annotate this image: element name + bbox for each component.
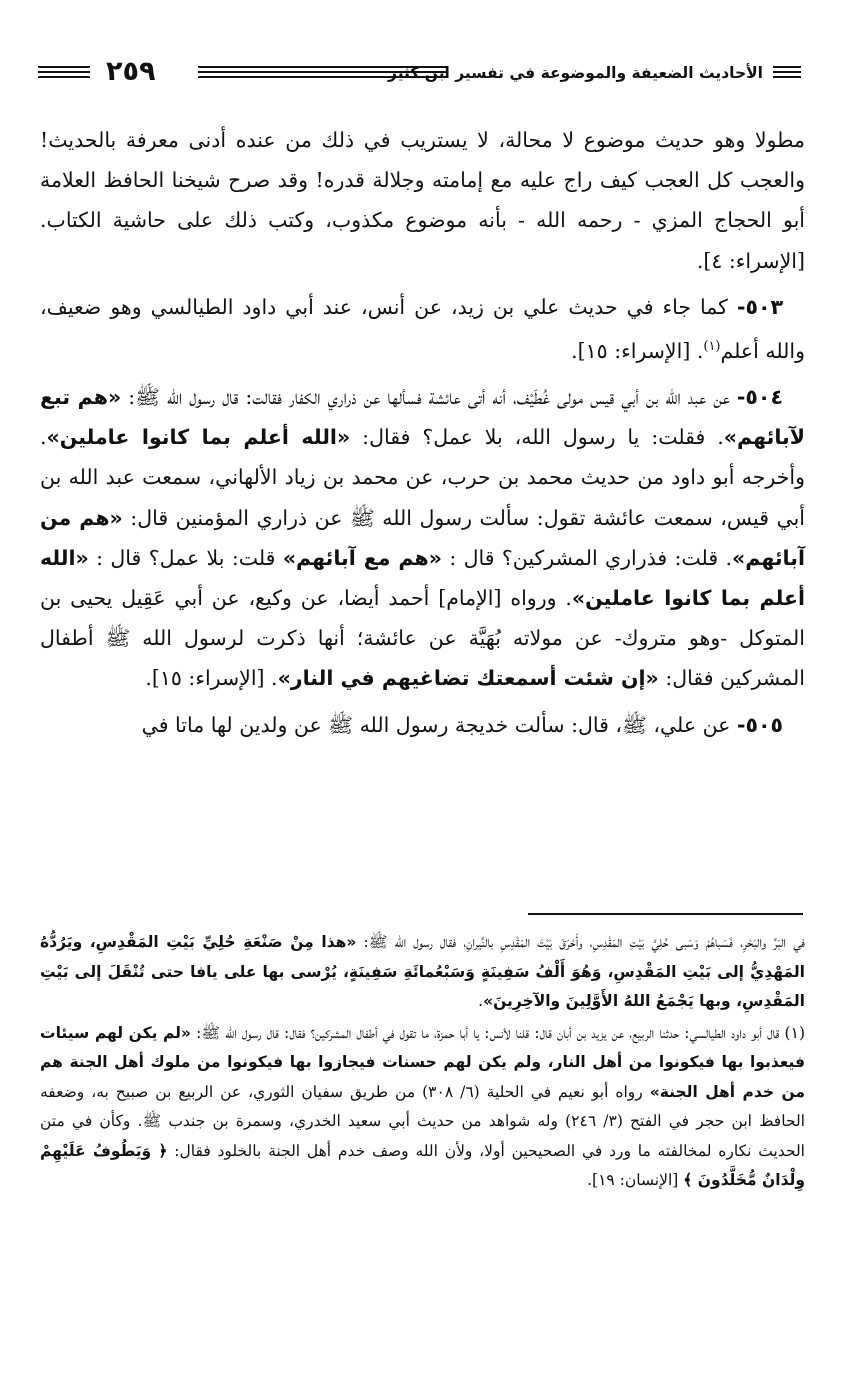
hadith-quote: «هم مع آبائهم» [282, 545, 442, 570]
quran-verse: ﴿ وَيَطُوفُ عَلَيْهِمْ وِلْدَانٌ مُّخَلَّدُونَ ﴾ [40, 1141, 805, 1189]
footnotes [40, 928, 805, 1198]
paragraph-text: . وأخرجه أبو داود من حديث محمد بن حرب، عن محمد بن زياد الألهاني، سمعت عبد الله بن أبي قيس، سمعت عائشة تقول: سألت رسول الله ﷺ عن ذراري المؤمنين قال: [40, 425, 805, 530]
hadith-number: ٥٠٤- [736, 385, 783, 410]
footnote-1 [40, 1019, 805, 1196]
verse-reference: [الإنسان: ١٩]. [587, 1171, 679, 1189]
hadith-quote: «الله أعلم بما كانوا عاملين» [40, 545, 806, 611]
hadith-quote: «إن شئت أسمعتك تضاغيهم في النار» [277, 666, 659, 691]
running-header [38, 58, 801, 88]
header-rule-right [773, 66, 801, 80]
paragraph-text: عن عبد الله بن أبي قيس مولى غُطَيْف، أنه أتى عائشة فسألها عن ذراري الكفار فقالت: قال رسول الله ﷺ: [128, 385, 730, 410]
footnote-text: (١) قال أبو داود الطيالسي: حدثنا الربيع، عن يزيد بن أبان قال: قلنا لأنس: يا أبا حمزة، ما تقول في أطفال المشركين؟ فقال: قال رسول الله ﷺ: [196, 1023, 805, 1042]
footnote-separator [528, 913, 803, 915]
footnote-reference: (١) [703, 339, 721, 355]
footnote-text: . [478, 992, 484, 1010]
footnote-text: في البَرِّ والبَحْرِ، فَسَباهُمْ وَسَبى حُلِيَّ بَيْتِ المَقْدِسِ، وأَحْرَقَ بَيْتَ المَقْدِسِ بالنِّيرانِ، فقال رسول الله ﷺ: [363, 933, 805, 951]
paragraph-503 [40, 287, 805, 371]
hadith-quote: «هذا مِنْ صَنْعَةِ حُلِيِّ بَيْتِ المَقْدِسِ، ويَرُدُّهُ المَهْدِيُّ إلى بَيْتِ المَقْدِسِ، وَهُوَ أَلْفُ سَفِينَةٍ وَسَبْعُمائَةِ سَفِينَةٍ، يُرْسى بها على يافا حتى تُنْقَلَ إلى بَيْتِ المَقْدِسِ، وبها يَجْمَعُ اللهُ الأَوَّلِينَ والآخِرِينَ» [40, 933, 805, 1010]
paragraph-continuation: مطولا وهو حديث موضوع لا محالة، لا يستريب في ذلك من عنده أدنى معرفة بالحديث! والعجب كل العجب كيف راج عليه مع إمامته وجلالة قدره! وقد صرح شيخنا الحافظ العلامة أبو الحجاج المزي - رحمه الله - بأنه موضوع مكذوب، وكتب ذلك على حاشية الكتاب. [الإسراء: ٤]. [40, 128, 805, 273]
main-text [40, 120, 805, 751]
footnote-text: رواه أبو نعيم في الحلية (٦/ ٣٠٨) من طريق سفيان الثوري، عن الربيع بن صبيح به، وضعفه الحافظ ابن حجر في الفتح (٣/ ٢٤٦) وله شواهد من حديث أبي سعيد الخدري، وسمرة بن جندب ﷺ. وكأن في متن الحديث نكاره لمخالفته ما ورد في الصحيحين أولا، ولأن الله وصف خدم أهل الجنة بالخلود فقال: [40, 1082, 805, 1160]
verse-reference: . [الإسراء: ١٥]. [571, 338, 704, 363]
hadith-quote: «الله أعلم بما كانوا عاملين» [46, 425, 351, 450]
header-rule-left [38, 66, 90, 80]
verse-reference: . [الإسراء: ١٥]. [145, 666, 278, 691]
paragraph-text: قلت: بلا عمل؟ قال : [96, 545, 276, 570]
hadith-quote: «هم من آبائهم» [40, 505, 805, 570]
paragraph-text: . ورواه [الإمام] أحمد أيضا، عن وكيع، عن أبي عَقِيل يحيى بن المتوكل -وهو متروك- عن مولاته بُهَيَّة عن عائشة؛ أنها ذكرت لرسول الله ﷺ أطفال المشركين فقال: [40, 586, 805, 691]
page-number: ٢٥٩ [106, 56, 156, 87]
hadith-number: ٥٠٣- [736, 294, 783, 319]
paragraph-505 [40, 705, 805, 745]
paragraph-text: كما جاء في حديث علي بن زيد، عن أنس، عند أبي داود الطيالسي وهو ضعيف، والله أعلم [40, 294, 805, 363]
paragraph-text: . فقلت: يا رسول الله، بلا عمل؟ فقال: [362, 425, 724, 450]
hadith-number: ٥٠٥- [736, 712, 783, 737]
paragraph-504 [40, 377, 805, 699]
running-title: الأحاديث الضعيفة والموضوعة في تفسير ابن كثير [388, 64, 763, 82]
hadith-quote: «هم تبع لآبائهم» [40, 385, 805, 450]
hadith-quote: «لم يكن لهم سيئات فيعذبوا بها فيكونوا من أهل النار، ولم يكن لهم حسنات فيجازوا بها فيكونوا من ملوك أهل الجنة هم من خدم أهل الجنة» [40, 1023, 805, 1101]
footnote-continuation [40, 928, 805, 1017]
paragraph-text: عن علي، ﷺ، قال: سألت خديجة رسول الله ﷺ عن ولدين لها ماتا في [141, 712, 731, 737]
paragraph-text: . قلت: فذراري المشركين؟ قال : [449, 545, 732, 570]
